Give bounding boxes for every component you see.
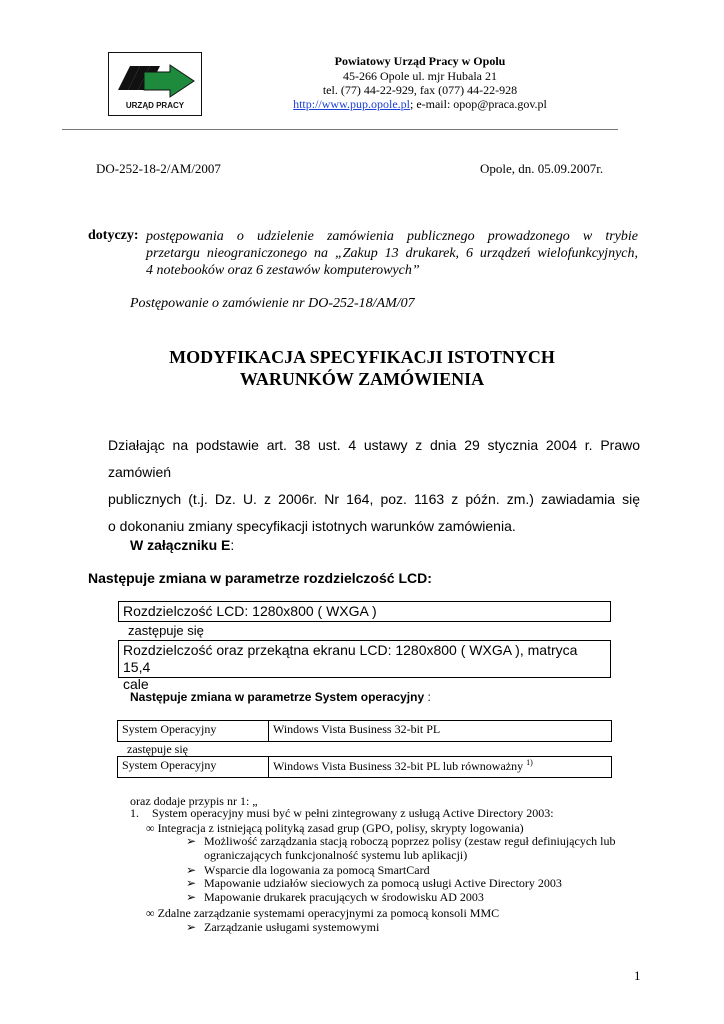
subject-line: przetargu nieograniczonego na „Zakup 13 drukarek, 6 urządzeń wielofunkcyjnych, xyxy=(146,246,638,261)
org-phone: tel. (77) 44-22-929, fax (077) 44-22-928 xyxy=(322,83,518,97)
org-name: Powiatowy Urząd Pracy w Opolu xyxy=(334,54,506,68)
arrow-bullet-icon: ➢ xyxy=(186,863,197,877)
change2-old-table xyxy=(117,720,612,742)
param-cell: System Operacyjny xyxy=(118,757,269,778)
footnote-marker: 1) xyxy=(526,758,533,767)
footnote-intro: oraz dodaje przypis nr 1: „ xyxy=(130,794,258,808)
infinity-icon: ∞ xyxy=(146,906,155,920)
subitem-text: Integracja z istniejącą polityką zasad grup (GPO, polisy, skrypty logowania) xyxy=(157,821,524,835)
subitem-text: Zdalne zarządzanie systemami operacyjnymi za pomocą konsoli MMC xyxy=(157,906,500,920)
bullet-text: Możliwość zarządzania stacją roboczą poprzez polisy (zestaw reguł definiujących lub xyxy=(204,834,616,848)
footnote-bullet-continuation: ograniczających funkcjonalność systemu lub aplikacji) xyxy=(204,848,468,862)
footnote-bullet xyxy=(186,834,615,849)
body-line: publicznych (t.j. Dz. U. z 2006r. Nr 164, poz. 1163 z późn. zm.) zawiadamia się xyxy=(108,491,640,507)
pup-logo xyxy=(108,52,202,116)
attachment-heading xyxy=(130,537,234,553)
logo-text: URZĄD PRACY xyxy=(125,101,185,110)
bullet-text: Mapowanie drukarek pracujących w środowisku AD 2003 xyxy=(204,890,484,904)
footnote-bullet xyxy=(186,876,562,891)
table-row xyxy=(118,721,612,742)
arrow-bullet-icon: ➢ xyxy=(186,890,197,904)
change1-old-box: Rozdzielczość LCD: 1280x800 ( WXGA ) xyxy=(118,601,611,622)
title-line: WARUNKÓW ZAMÓWIENIA xyxy=(239,369,485,389)
change1-heading: Następuje zmiana w parametrze rozdzielczość LCD: xyxy=(88,570,432,586)
infinity-icon: ∞ xyxy=(146,821,155,835)
document-title xyxy=(62,346,662,390)
arrow-bullet-icon: ➢ xyxy=(186,920,197,934)
body-paragraph xyxy=(108,432,640,540)
value-cell xyxy=(269,757,612,778)
subject-line: postępowania o udzielenie zamówienia publicznego prowadzonego w trybie xyxy=(146,229,638,244)
document-date: Opole, dn. 05.09.2007r. xyxy=(480,161,604,176)
change2-new-table xyxy=(117,756,612,778)
change1-new-line: cale xyxy=(123,676,149,692)
bullet-text: Zarządzanie usługami systemowymi xyxy=(204,920,380,934)
org-contact xyxy=(250,97,590,112)
arrow-bullet-icon: ➢ xyxy=(186,834,197,848)
change2-replaces: zastępuje się xyxy=(127,742,188,756)
body-line: Działając na podstawie art. 38 ust. 4 ustawy z dnia 29 stycznia 2004 r. Prawo zamówień xyxy=(108,437,640,480)
procedure-number: Postępowanie o zamówienie nr DO-252-18/AM/07 xyxy=(130,296,415,311)
item-number: 1. xyxy=(130,806,139,820)
urzad-pracy-logo-graphic xyxy=(108,52,202,116)
value-text: Windows Vista Business 32-bit PL lub równoważny xyxy=(273,759,524,773)
body-line: o dokonaniu zmiany specyfikacji istotnych warunków zamówienia. xyxy=(108,518,516,534)
arrow-bullet-icon: ➢ xyxy=(186,876,197,890)
table-row xyxy=(118,757,612,778)
attachment-label: W załączniku E xyxy=(130,537,231,553)
param-cell: System Operacyjny xyxy=(118,721,269,742)
item-text: System operacyjny musi być w pełni zintegrowany z usługą Active Directory 2003: xyxy=(152,806,554,820)
footnote-bullet xyxy=(186,890,484,905)
footnote-subitem xyxy=(146,906,499,921)
org-email: ; e-mail: opop@praca.gov.pl xyxy=(409,97,547,111)
header-divider xyxy=(62,129,618,130)
change2-heading-text: Następuje zmiana w parametrze System operacyjny xyxy=(130,690,425,704)
change1-new-box xyxy=(118,640,611,692)
change2-colon: : xyxy=(424,690,431,704)
subject-label: dotyczy: xyxy=(88,228,139,243)
footnote-bullet xyxy=(186,920,379,935)
subject-text xyxy=(146,228,638,279)
page-number: 1 xyxy=(634,968,641,983)
org-address: 45-266 Opole ul. mjr Hubala 21 xyxy=(343,69,497,83)
title-line: MODYFIKACJA SPECYFIKACJI ISTOTNYCH xyxy=(169,347,555,367)
website-link[interactable]: http://www.pup.opole.pl xyxy=(293,97,410,111)
change2-heading xyxy=(130,690,431,704)
change1-replaces: zastępuje się xyxy=(128,623,204,638)
footnote-item-1 xyxy=(130,806,554,821)
attachment-colon: : xyxy=(230,537,235,553)
subject-line: 4 notebooków oraz 6 zestawów komputerowych” xyxy=(146,263,420,278)
bullet-text: Mapowanie udziałów sieciowych za pomocą usługi Active Directory 2003 xyxy=(204,876,562,890)
value-cell: Windows Vista Business 32-bit PL xyxy=(269,721,612,742)
bullet-text: Wsparcie dla logowania za pomocą SmartCard xyxy=(204,863,430,877)
change1-new-line: Rozdzielczość oraz przekątna ekranu LCD: 1280x800 ( WXGA ), matryca 15,4 xyxy=(123,642,578,675)
reference-number: DO-252-18-2/AM/2007 xyxy=(96,161,221,176)
